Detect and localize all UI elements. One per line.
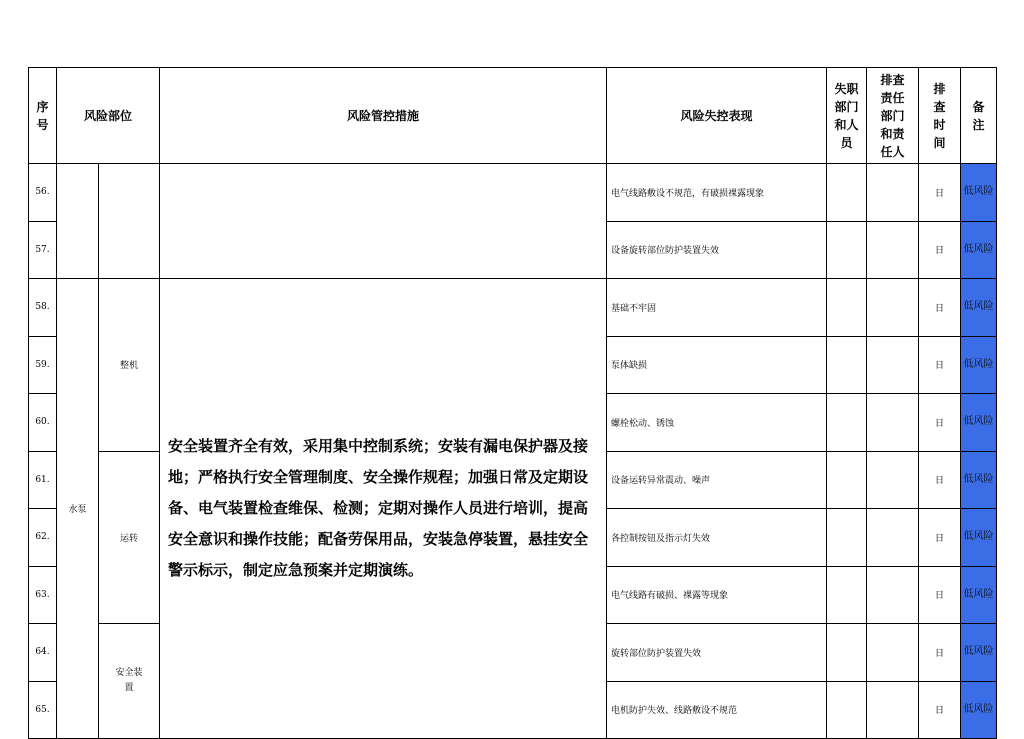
measures-cell-empty bbox=[160, 164, 607, 279]
check-dept-cell bbox=[867, 164, 919, 222]
check-dept-cell bbox=[867, 221, 919, 279]
row-number: 60. bbox=[29, 394, 57, 452]
check-dept-cell bbox=[867, 566, 919, 624]
risk-level-badge: 低风险 bbox=[961, 451, 997, 509]
dept-cell bbox=[827, 509, 867, 567]
row-number: 65. bbox=[29, 681, 57, 739]
check-time: 日 bbox=[919, 279, 961, 337]
check-dept-cell bbox=[867, 451, 919, 509]
sub-location-running: 运转 bbox=[99, 451, 160, 624]
header-check-dept: 排查责任部门和责任人 bbox=[867, 68, 919, 164]
dept-cell bbox=[827, 624, 867, 682]
check-dept-cell bbox=[867, 394, 919, 452]
check-time: 日 bbox=[919, 394, 961, 452]
dept-cell bbox=[827, 336, 867, 394]
header-seq: 序号 bbox=[29, 68, 57, 164]
row-number: 59. bbox=[29, 336, 57, 394]
row-number: 58. bbox=[29, 279, 57, 337]
risk-level-badge: 低风险 bbox=[961, 509, 997, 567]
row-number: 63. bbox=[29, 566, 57, 624]
header-note: 备注 bbox=[961, 68, 997, 164]
header-location: 风险部位 bbox=[57, 68, 160, 164]
table-row bbox=[29, 164, 997, 222]
failure-description: 泵体缺损 bbox=[607, 336, 827, 394]
header-measures: 风险管控措施 bbox=[160, 68, 607, 164]
check-time: 日 bbox=[919, 164, 961, 222]
sub-location-cell-empty bbox=[99, 164, 160, 279]
header-dept: 失职部门和人员 bbox=[827, 68, 867, 164]
check-time: 日 bbox=[919, 336, 961, 394]
failure-description: 基础不牢固 bbox=[607, 279, 827, 337]
failure-description: 设备旋转部位防护装置失效 bbox=[607, 221, 827, 279]
risk-control-table bbox=[28, 67, 997, 739]
failure-description: 电气线路有破损、裸露等现象 bbox=[607, 566, 827, 624]
risk-level-badge: 低风险 bbox=[961, 164, 997, 222]
check-time: 日 bbox=[919, 221, 961, 279]
sub-location-safety: 安全装置 bbox=[99, 624, 160, 739]
location-pump: 水泵 bbox=[57, 279, 99, 739]
sub-location-whole: 整机 bbox=[99, 279, 160, 452]
risk-level-badge: 低风险 bbox=[961, 624, 997, 682]
header-check-time: 排查时间 bbox=[919, 68, 961, 164]
dept-cell bbox=[827, 394, 867, 452]
risk-level-badge: 低风险 bbox=[961, 279, 997, 337]
failure-description: 电气线路敷设不规范，有破损裸露现象 bbox=[607, 164, 827, 222]
failure-description: 旋转部位防护装置失效 bbox=[607, 624, 827, 682]
check-dept-cell bbox=[867, 336, 919, 394]
row-number: 62. bbox=[29, 509, 57, 567]
header-row bbox=[29, 68, 997, 164]
check-dept-cell bbox=[867, 279, 919, 337]
row-number: 57. bbox=[29, 221, 57, 279]
check-time: 日 bbox=[919, 509, 961, 567]
row-number: 61. bbox=[29, 451, 57, 509]
risk-level-badge: 低风险 bbox=[961, 221, 997, 279]
failure-description: 电机防护失效、线路敷设不规范 bbox=[607, 681, 827, 739]
row-number: 56. bbox=[29, 164, 57, 222]
risk-level-badge: 低风险 bbox=[961, 566, 997, 624]
location-cell-empty bbox=[57, 164, 99, 279]
dept-cell bbox=[827, 566, 867, 624]
risk-level-badge: 低风险 bbox=[961, 336, 997, 394]
check-dept-cell bbox=[867, 681, 919, 739]
header-failure: 风险失控表现 bbox=[607, 68, 827, 164]
check-time: 日 bbox=[919, 566, 961, 624]
dept-cell bbox=[827, 279, 867, 337]
failure-description: 设备运转异常震动、噪声 bbox=[607, 451, 827, 509]
dept-cell bbox=[827, 681, 867, 739]
risk-level-badge: 低风险 bbox=[961, 681, 997, 739]
check-time: 日 bbox=[919, 624, 961, 682]
check-dept-cell bbox=[867, 624, 919, 682]
dept-cell bbox=[827, 451, 867, 509]
dept-cell bbox=[827, 221, 867, 279]
failure-description: 螺栓松动、锈蚀 bbox=[607, 394, 827, 452]
risk-level-badge: 低风险 bbox=[961, 394, 997, 452]
control-measures-text: 安全装置齐全有效，采用集中控制系统；安装有漏电保护器及接地；严格执行安全管理制度、安全操作规程；加强日常及定期设备、电气装置检查维保、检测；定期对操作人员进行培训，提高安全意识和操作技能；配备劳保用品，安装急停装置，悬挂安全警示标示，制定应急预案并定期演练。 bbox=[160, 279, 607, 739]
failure-description: 各控制按钮及指示灯失效 bbox=[607, 509, 827, 567]
check-time: 日 bbox=[919, 681, 961, 739]
check-time: 日 bbox=[919, 451, 961, 509]
dept-cell bbox=[827, 164, 867, 222]
check-dept-cell bbox=[867, 509, 919, 567]
table-row bbox=[29, 279, 997, 337]
row-number: 64. bbox=[29, 624, 57, 682]
